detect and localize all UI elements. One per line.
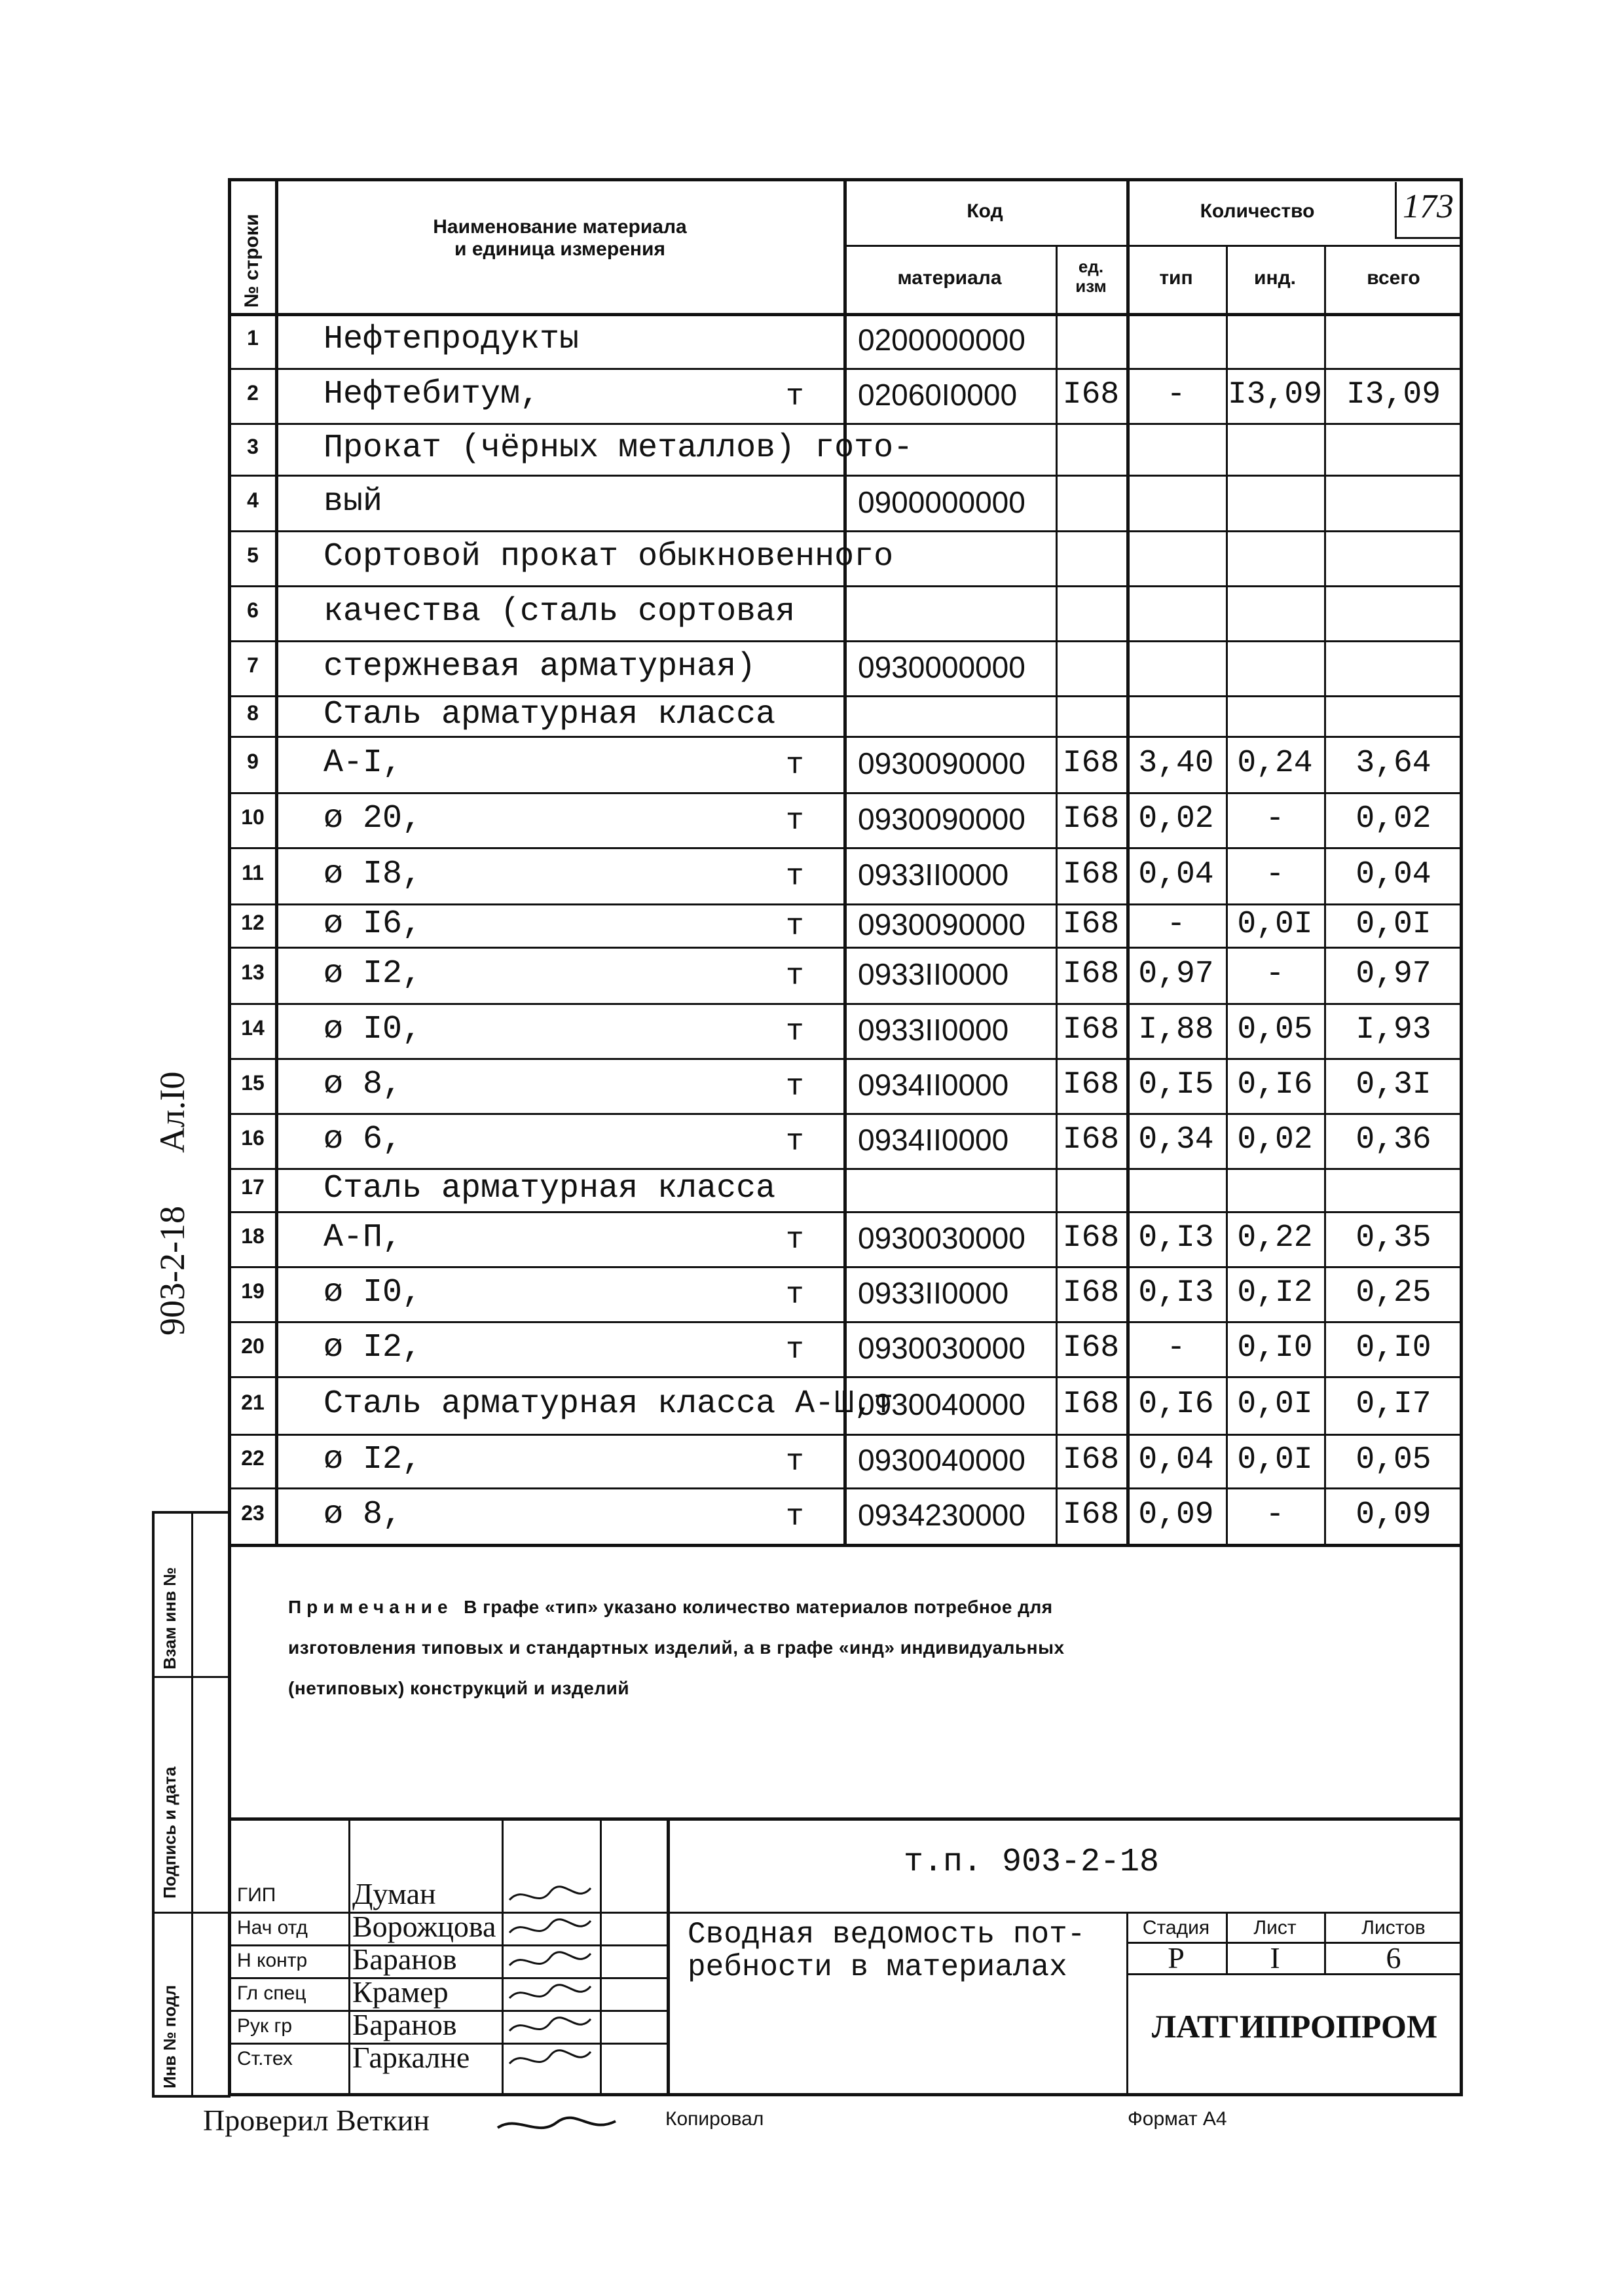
- row-number: 12: [241, 911, 265, 934]
- row-number: 3: [247, 434, 259, 458]
- row-material-code: 0934230000: [858, 1498, 1025, 1532]
- stamp-organization: ЛАТГИПРОПРОМ: [1151, 2008, 1438, 2045]
- row-qty-ind: 0,0I: [1237, 1442, 1313, 1478]
- row-unit: т: [786, 860, 804, 894]
- row-qty-type: 0,09: [1138, 1497, 1214, 1533]
- row-qty-type: 0,I5: [1138, 1067, 1214, 1102]
- header-row-number: № строки: [241, 213, 263, 308]
- row-unit-code: I68: [1062, 746, 1120, 781]
- row-qty-type: 0,I3: [1138, 1220, 1214, 1256]
- row-qty-type: 0,04: [1138, 857, 1214, 892]
- row-qty-ind: 0,24: [1237, 746, 1313, 781]
- row-qty-ind: 0,05: [1237, 1012, 1313, 1048]
- row-unit: т: [786, 748, 804, 782]
- row-unit-code: I68: [1062, 1220, 1120, 1256]
- header-code-unit: ед. изм: [1075, 257, 1107, 296]
- stamp-person-name: Гаркалне: [352, 2041, 470, 2074]
- row-qty-ind: 0,I2: [1237, 1275, 1313, 1311]
- row-material-code: 02060I0000: [858, 378, 1018, 412]
- header-quantity: Количество: [1200, 200, 1315, 222]
- row-unit-code: I68: [1062, 1442, 1120, 1478]
- row-qty-total: I3,09: [1346, 377, 1441, 412]
- header-name: Наименование материала и единица измерения: [433, 216, 687, 260]
- row-material-name: ø I2,: [323, 1441, 422, 1478]
- side-inv-orig: Инв № подл: [160, 1984, 179, 2088]
- row-unit-code: I68: [1062, 801, 1120, 837]
- row-qty-total: 0,09: [1356, 1497, 1431, 1533]
- row-qty-type: -: [1166, 377, 1186, 412]
- row-unit-code: I68: [1062, 1497, 1120, 1533]
- stamp-person-name: Крамер: [352, 1975, 449, 2009]
- stamp-checked: Проверил Веткин: [203, 2104, 430, 2137]
- stamp-sheet-label: Лист: [1253, 1917, 1297, 1939]
- row-unit-code: I68: [1062, 1387, 1120, 1422]
- row-material-code: 0930000000: [858, 650, 1025, 684]
- row-number: 2: [247, 381, 259, 405]
- row-qty-ind: 0,22: [1237, 1220, 1313, 1256]
- row-qty-total: 0,97: [1356, 957, 1431, 992]
- row-qty-ind: -: [1265, 957, 1285, 992]
- stamp-role: Гл спец: [237, 1982, 306, 2004]
- row-material-code: 0200000000: [858, 323, 1025, 357]
- row-material-name: А-П,: [323, 1219, 403, 1256]
- stamp-role: Рук гр: [237, 2015, 293, 2037]
- stamp-role: ГИП: [237, 1884, 276, 1906]
- row-number: 10: [241, 805, 265, 829]
- row-material-name: А-I,: [323, 744, 403, 782]
- row-qty-total: 0,I0: [1356, 1330, 1431, 1366]
- stamp-project: т.п. 903-2-18: [904, 1844, 1160, 1881]
- row-number: 23: [241, 1501, 265, 1525]
- row-qty-ind: I3,09: [1227, 377, 1323, 412]
- row-qty-ind: -: [1265, 857, 1285, 892]
- stamp-role: Н контр: [237, 1950, 308, 1971]
- row-number: 6: [247, 598, 259, 622]
- row-unit: т: [786, 959, 804, 993]
- row-qty-type: 0,I3: [1138, 1275, 1214, 1311]
- row-qty-total: 0,05: [1356, 1442, 1431, 1478]
- header-code: Код: [967, 200, 1003, 222]
- row-unit-code: I68: [1062, 1275, 1120, 1311]
- row-qty-type: -: [1166, 907, 1186, 942]
- stamp-sheets-label: Листов: [1361, 1917, 1426, 1939]
- row-material-code: 0933II0000: [858, 957, 1009, 991]
- row-unit: т: [786, 1333, 804, 1367]
- row-material-name: ø 8,: [323, 1496, 403, 1533]
- stamp-role: Нач отд: [237, 1917, 308, 1939]
- row-qty-total: 0,02: [1356, 801, 1431, 837]
- row-material-code: 0934II0000: [858, 1068, 1009, 1102]
- row-material-name: стержневая арматурная): [323, 648, 756, 685]
- row-number: 14: [241, 1016, 265, 1040]
- row-material-name: Нефтепродукты: [323, 321, 580, 358]
- row-material-code: 0933II0000: [858, 858, 1009, 892]
- row-material-name: Сталь арматурная класса А-Ш,т: [323, 1385, 894, 1423]
- row-unit: т: [786, 1500, 804, 1534]
- row-unit-code: I68: [1062, 1067, 1120, 1102]
- row-material-name: ø 8,: [323, 1066, 403, 1103]
- row-unit: т: [786, 804, 804, 838]
- row-material-code: 0930030000: [858, 1331, 1025, 1365]
- row-material-name: ø 20,: [323, 800, 422, 837]
- row-unit-code: I68: [1062, 907, 1120, 942]
- row-number: 13: [241, 960, 265, 984]
- row-material-code: 0934II0000: [858, 1123, 1009, 1157]
- row-material-name: Сталь арматурная класса: [323, 1170, 776, 1207]
- row-qty-total: 3,64: [1356, 746, 1431, 781]
- row-qty-ind: 0,I6: [1237, 1067, 1313, 1102]
- row-qty-type: 0,34: [1138, 1122, 1214, 1157]
- row-qty-type: I,88: [1138, 1012, 1214, 1048]
- row-unit: т: [786, 1445, 804, 1479]
- row-unit: т: [786, 1070, 804, 1104]
- row-qty-type: 0,97: [1138, 957, 1214, 992]
- signature: [504, 2011, 596, 2041]
- row-unit-code: I68: [1062, 957, 1120, 992]
- row-unit-code: I68: [1062, 1012, 1120, 1048]
- row-material-code: 0933II0000: [858, 1276, 1009, 1310]
- row-unit-code: I68: [1062, 1122, 1120, 1157]
- row-material-code: 0930090000: [858, 746, 1025, 780]
- stamp-copied: Копировал: [665, 2108, 764, 2130]
- row-material-name: Сталь арматурная класса: [323, 696, 776, 733]
- side-inv-ref: Взам инв №: [160, 1567, 179, 1669]
- row-qty-total: 0,0I: [1356, 907, 1431, 942]
- row-material-name: ø I0,: [323, 1274, 422, 1311]
- row-material-name: ø I6,: [323, 905, 422, 943]
- stamp-stage-label: Стадия: [1142, 1917, 1210, 1939]
- row-number: 11: [242, 861, 264, 884]
- row-material-name: вый: [323, 483, 383, 520]
- row-qty-total: I,93: [1356, 1012, 1431, 1048]
- row-unit-code: I68: [1062, 857, 1120, 892]
- row-material-name: ø I2,: [323, 1329, 422, 1366]
- row-qty-total: 0,25: [1356, 1275, 1431, 1311]
- row-material-name: ø I2,: [323, 955, 422, 993]
- row-qty-type: -: [1166, 1330, 1186, 1366]
- header-qty-ind: инд.: [1254, 267, 1296, 289]
- header-qty-total: всего: [1367, 267, 1420, 289]
- row-number: 21: [241, 1391, 265, 1414]
- row-number: 9: [247, 750, 259, 773]
- row-material-code: 0930090000: [858, 907, 1025, 941]
- row-material-code: 0930040000: [858, 1387, 1025, 1421]
- row-qty-type: 3,40: [1138, 746, 1214, 781]
- row-qty-total: 0,35: [1356, 1220, 1431, 1256]
- signature: [504, 1946, 596, 1976]
- stamp-person-name: Баранов: [352, 2008, 457, 2041]
- row-qty-total: 0,36: [1356, 1122, 1431, 1157]
- stamp-person-name: Думан: [352, 1877, 436, 1910]
- row-number: 4: [247, 488, 259, 512]
- row-material-name: Прокат (чёрных металлов) гото-: [323, 429, 913, 467]
- note: Примечание В графе «тип» указано количество материалов потребное для изготовления типовых и стандартных изделий, а в графе «инд» индивидуальных (нетиповых) конструкций и изделий: [288, 1597, 1065, 1698]
- row-qty-type: 0,02: [1138, 801, 1214, 837]
- side-doc-number: 903-2-18 Ал.I0: [153, 1071, 192, 1336]
- row-material-code: 0930090000: [858, 802, 1025, 836]
- row-material-code: 0900000000: [858, 484, 1025, 519]
- row-material-name: Нефтебитум,: [323, 376, 540, 413]
- signature: [504, 1913, 596, 1943]
- signature-checked: [491, 2108, 622, 2144]
- row-number: 1: [247, 326, 259, 350]
- row-unit: т: [786, 909, 804, 943]
- row-unit-code: I68: [1062, 377, 1120, 412]
- row-qty-total: 0,I7: [1356, 1387, 1431, 1422]
- header-qty-type: тип: [1159, 267, 1193, 289]
- stamp-person-name: Баранов: [352, 1942, 457, 1976]
- row-qty-ind: 0,0I: [1237, 1387, 1313, 1422]
- row-unit: т: [786, 1223, 804, 1257]
- stamp-sheet: I: [1270, 1941, 1280, 1975]
- row-material-code: 0930030000: [858, 1221, 1025, 1255]
- stamp-role: Ст.тех: [237, 2048, 293, 2069]
- row-qty-ind: -: [1265, 801, 1285, 837]
- row-number: 17: [241, 1175, 265, 1199]
- row-material-name: качества (сталь сортовая: [323, 593, 796, 630]
- row-unit: т: [786, 1278, 804, 1312]
- row-number: 8: [247, 701, 259, 725]
- row-unit-code: I68: [1062, 1330, 1120, 1366]
- row-qty-ind: 0,0I: [1237, 907, 1313, 942]
- row-material-name: Сортовой прокат обыкновенного: [323, 538, 894, 575]
- row-number: 18: [241, 1224, 265, 1248]
- row-material-code: 0933II0000: [858, 1013, 1009, 1047]
- stamp-sheets: 6: [1386, 1941, 1401, 1975]
- row-material-name: ø I8,: [323, 856, 422, 893]
- row-unit: т: [786, 380, 804, 414]
- row-qty-total: 0,3I: [1356, 1067, 1431, 1102]
- row-number: 7: [247, 653, 259, 677]
- page-number: 173: [1403, 188, 1454, 225]
- signature: [504, 1880, 596, 1910]
- row-qty-type: 0,04: [1138, 1442, 1214, 1478]
- row-material-name: ø I0,: [323, 1011, 422, 1048]
- stamp-stage: Р: [1168, 1941, 1185, 1975]
- side-sign-date: Подпись и дата: [160, 1766, 179, 1899]
- header-code-material: материала: [897, 267, 1002, 289]
- row-number: 15: [241, 1071, 265, 1095]
- row-number: 16: [241, 1126, 265, 1150]
- row-qty-ind: 0,I0: [1237, 1330, 1313, 1366]
- row-number: 5: [247, 543, 259, 567]
- row-qty-ind: 0,02: [1237, 1122, 1313, 1157]
- stamp-title: Сводная ведомость пот- ребности в материалах: [688, 1918, 1086, 1984]
- row-qty-type: 0,I6: [1138, 1387, 1214, 1422]
- row-qty-total: 0,04: [1356, 857, 1431, 892]
- stamp-format: Формат А4: [1128, 2108, 1227, 2130]
- row-qty-ind: -: [1265, 1497, 1285, 1533]
- row-number: 19: [241, 1279, 265, 1303]
- row-unit: т: [786, 1125, 804, 1159]
- stamp-person-name: Ворожцова: [352, 1910, 496, 1943]
- row-material-name: ø 6,: [323, 1121, 403, 1158]
- row-material-code: 0930040000: [858, 1443, 1025, 1477]
- signature: [504, 2044, 596, 2074]
- row-number: 20: [241, 1334, 265, 1358]
- row-unit: т: [786, 1015, 804, 1049]
- signature: [504, 1978, 596, 2009]
- row-number: 22: [241, 1446, 265, 1470]
